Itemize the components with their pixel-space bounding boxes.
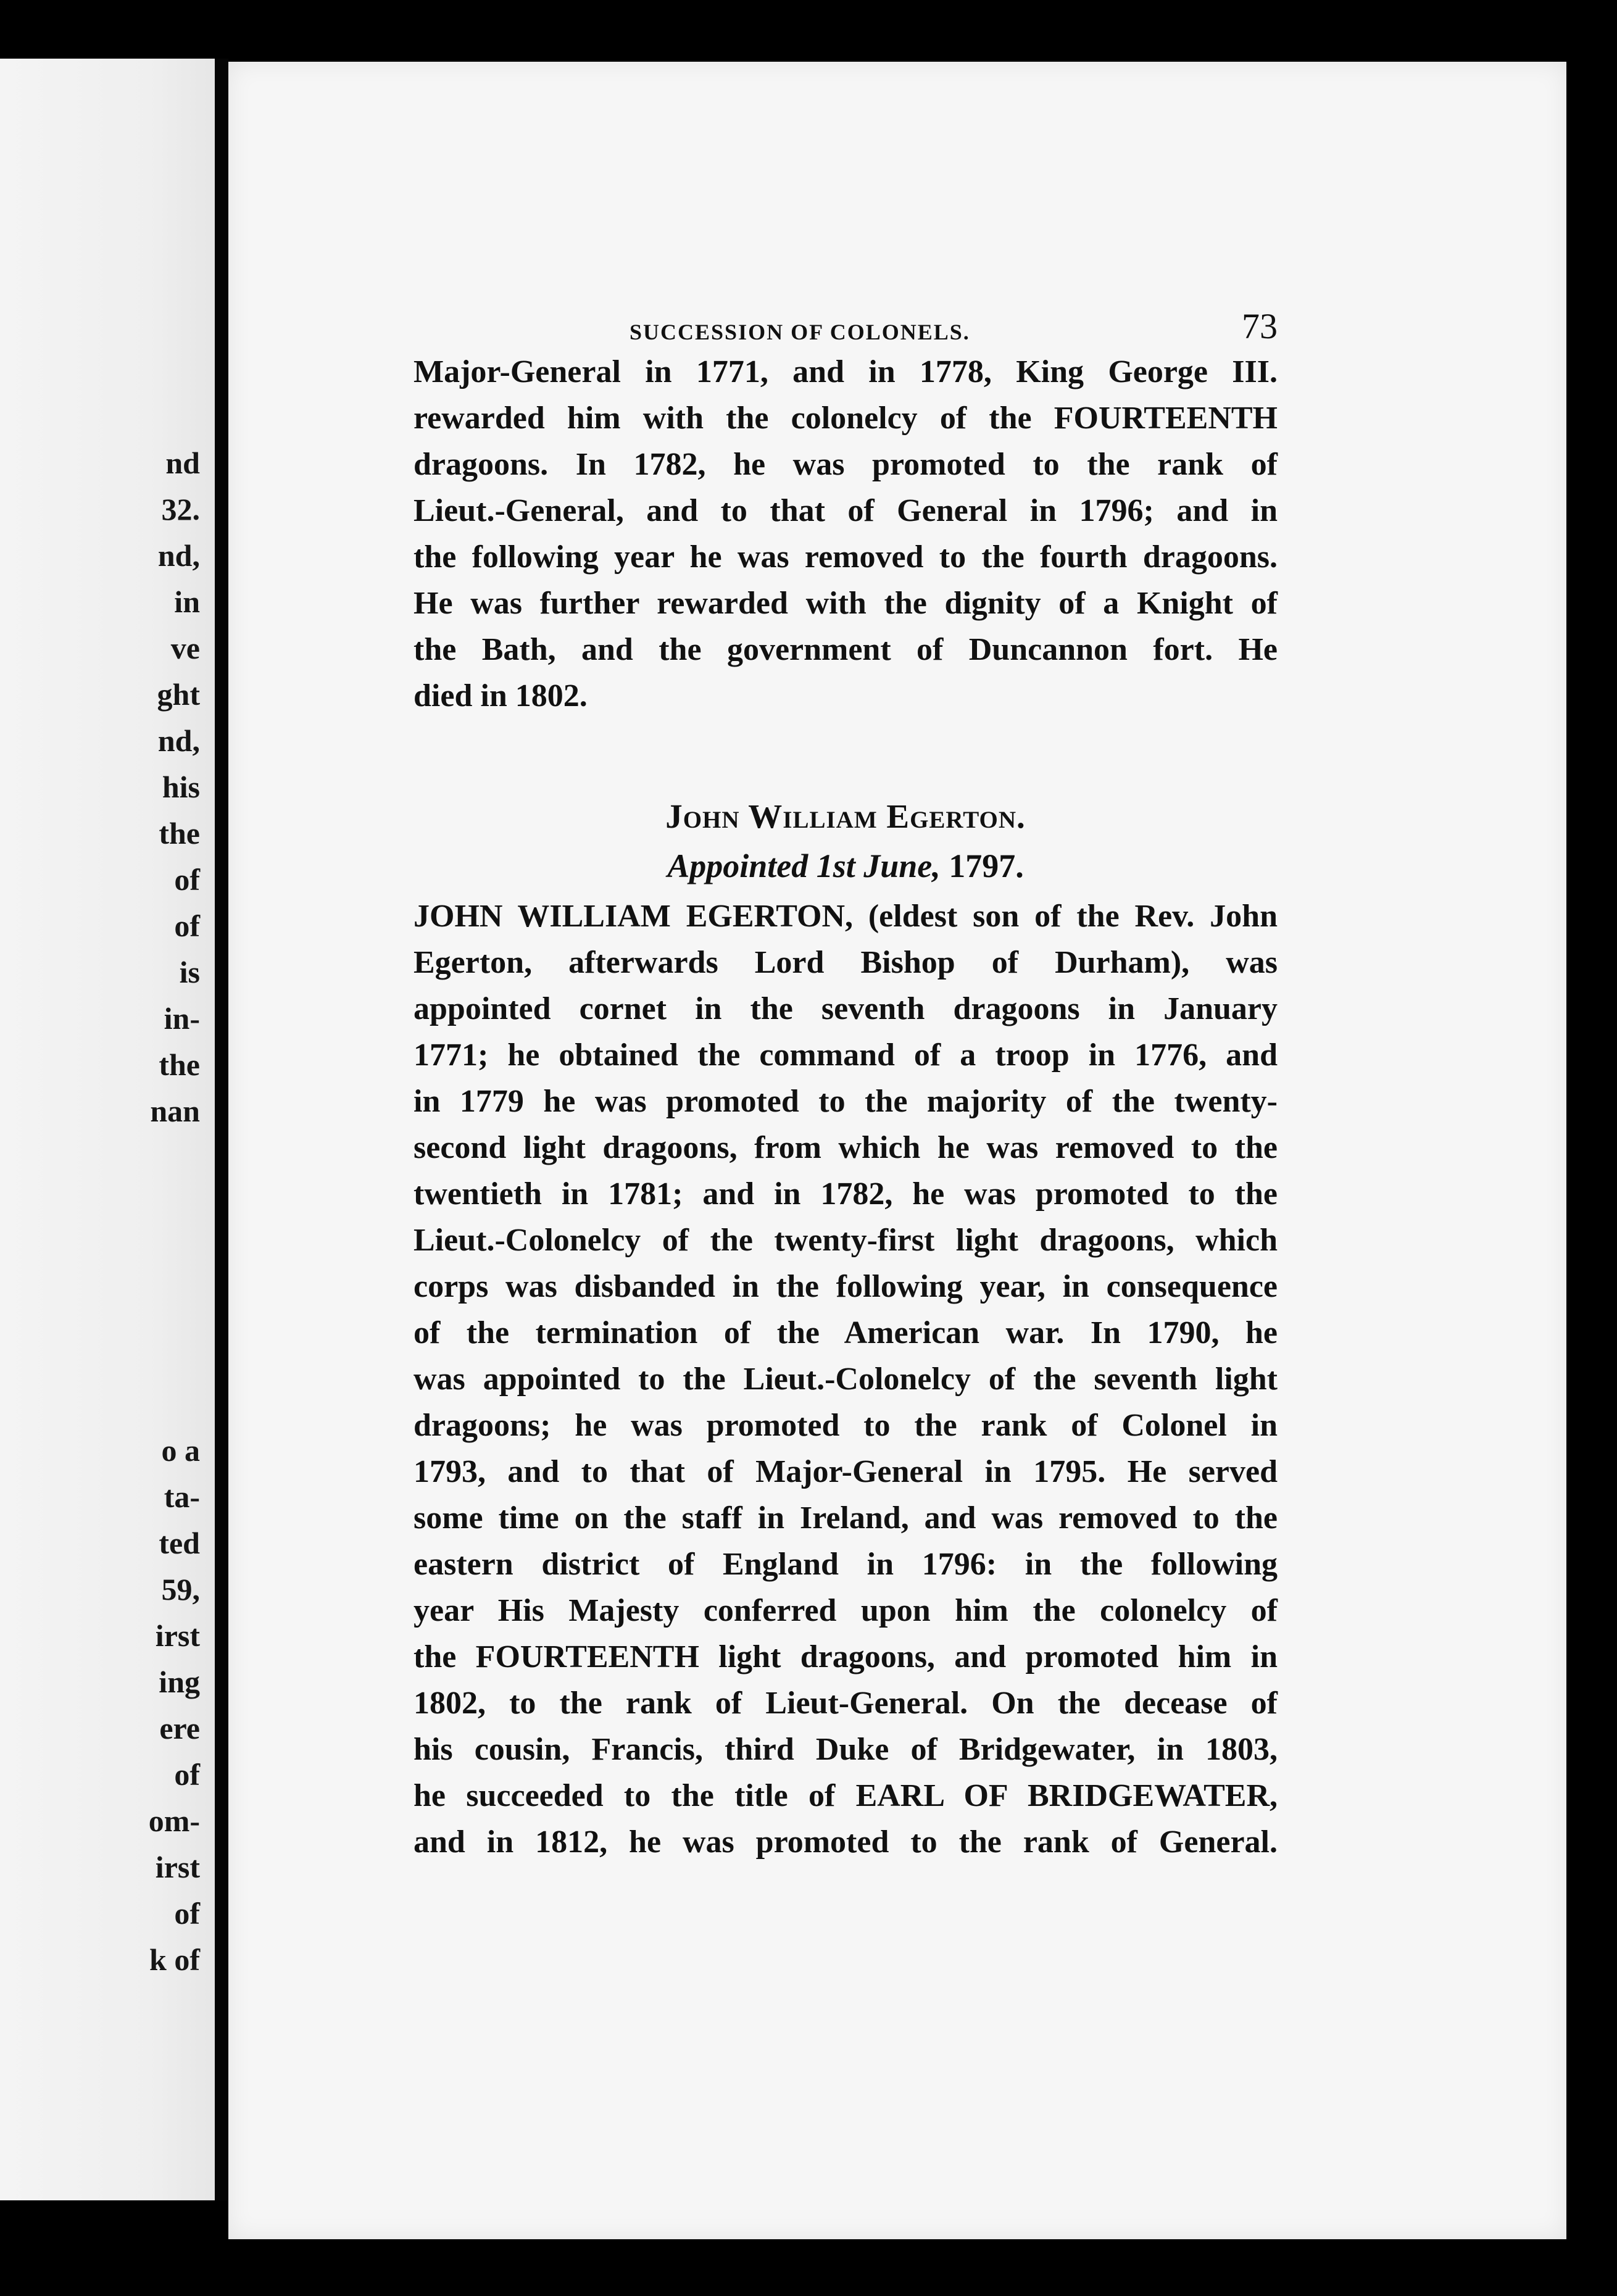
section-heading: John William Egerton. xyxy=(665,797,1026,835)
page-content xyxy=(414,306,1278,1865)
fragment-text: o a xyxy=(161,1433,200,1468)
binding-gutter xyxy=(215,59,228,2200)
fragment-text: irst xyxy=(155,1618,200,1653)
text-line: was appointed to the Lieut.-Colonelcy of the seventh light xyxy=(414,1362,1278,1397)
fragment-text: ere xyxy=(159,1711,200,1745)
fragment-text: 59, xyxy=(161,1572,200,1607)
fragment-text: of xyxy=(174,1757,200,1792)
fragment-text: of xyxy=(174,862,200,897)
paragraph-1 xyxy=(414,349,1278,719)
text-line: his cousin, Francis, third Duke of Bridgewater, in 1803, xyxy=(414,1732,1278,1767)
appointment-year: 1797. xyxy=(949,847,1024,884)
fragment-text: of xyxy=(174,909,200,943)
text-line: Major-General in 1771, and in 1778, King George III. xyxy=(414,354,1278,389)
fragment-text: ted xyxy=(159,1526,200,1560)
fragment-text: the xyxy=(159,1047,200,1082)
running-title: SUCCESSION OF COLONELS. xyxy=(630,320,970,344)
text-line: 1802, to the rank of Lieut-General. On the decease of xyxy=(414,1686,1278,1721)
text-line: He was further rewarded with the dignity of a Knight of xyxy=(414,586,1278,621)
appointment-date: Appointed 1st June, xyxy=(667,847,941,884)
running-head xyxy=(414,306,1278,349)
text-line: year His Majesty conferred upon him the colonelcy of xyxy=(414,1593,1278,1628)
text-line: Lieut.-General, and to that of General in 1796; and in xyxy=(414,493,1278,528)
fragment-text: of xyxy=(174,1896,200,1931)
text-line: Egerton, afterwards Lord Bishop of Durham), was xyxy=(414,945,1278,980)
text-line: in 1779 he was promoted to the majority of the twenty- xyxy=(414,1084,1278,1119)
previous-page-edge xyxy=(0,59,215,2200)
text-line: corps was disbanded in the following year, in consequence xyxy=(414,1269,1278,1304)
fragment-text: 32. xyxy=(161,492,200,526)
fragment-text: ve xyxy=(170,631,200,665)
text-line: the FOURTEENTH light dragoons, and promoted him in xyxy=(414,1639,1278,1674)
text-line: of the termination of the American war. In 1790, he xyxy=(414,1315,1278,1350)
text-line: Lieut.-Colonelcy of the twenty-first light dragoons, which xyxy=(414,1223,1278,1258)
text-line: twentieth in 1781; and in 1782, he was promoted to the xyxy=(414,1176,1278,1212)
text-line: 1793, and to that of Major-General in 1795. He served xyxy=(414,1454,1278,1489)
text-line: died in 1802. xyxy=(414,678,588,713)
text-line: he succeeded to the title of EARL OF BRIDGEWATER, xyxy=(414,1778,1278,1813)
fragment-text: ght xyxy=(157,677,200,712)
text-line: the following year he was removed to the fourth dragoons. xyxy=(414,539,1278,575)
fragment-text: his xyxy=(162,770,200,804)
fragment-text: ing xyxy=(159,1665,200,1699)
page-number: 73 xyxy=(1242,306,1278,346)
paragraph-2 xyxy=(414,893,1278,1865)
fragment-text: irst xyxy=(155,1850,200,1884)
text-line: eastern district of England in 1796: in the following xyxy=(414,1547,1278,1582)
text-line: some time on the staff in Ireland, and was removed to the xyxy=(414,1500,1278,1536)
text-line: second light dragoons, from which he was removed to the xyxy=(414,1130,1278,1165)
fragment-text: nan xyxy=(150,1094,200,1128)
text-line: dragoons; he was promoted to the rank of Colonel in xyxy=(414,1408,1278,1443)
fragment-text: in xyxy=(174,584,200,619)
text-line: the Bath, and the government of Duncannon fort. He xyxy=(414,632,1278,667)
fragment-text: the xyxy=(159,816,200,851)
fragment-text: om- xyxy=(148,1803,200,1838)
fragment-text: is xyxy=(179,955,200,989)
fragment-text: k of xyxy=(149,1942,200,1977)
text-line: rewarded him with the colonelcy of the FOURTEENTH xyxy=(414,401,1278,436)
book-page xyxy=(228,62,1566,2239)
appointment-line xyxy=(414,843,1278,889)
text-line: and in 1812, he was promoted to the rank of General. xyxy=(414,1824,1278,1860)
text-line: JOHN WILLIAM EGERTON, (eldest son of the Rev. John xyxy=(414,899,1278,934)
fragment-text: nd, xyxy=(157,538,200,573)
fragment-text: ta- xyxy=(164,1479,200,1514)
fragment-text: in- xyxy=(164,1001,200,1036)
fragment-text: nd xyxy=(165,446,200,480)
text-line: dragoons. In 1782, he was promoted to the rank of xyxy=(414,447,1278,482)
text-line: appointed cornet in the seventh dragoons in January xyxy=(414,991,1278,1026)
text-line: 1771; he obtained the command of a troop in 1776, and xyxy=(414,1038,1278,1073)
fragment-text: nd, xyxy=(157,723,200,758)
